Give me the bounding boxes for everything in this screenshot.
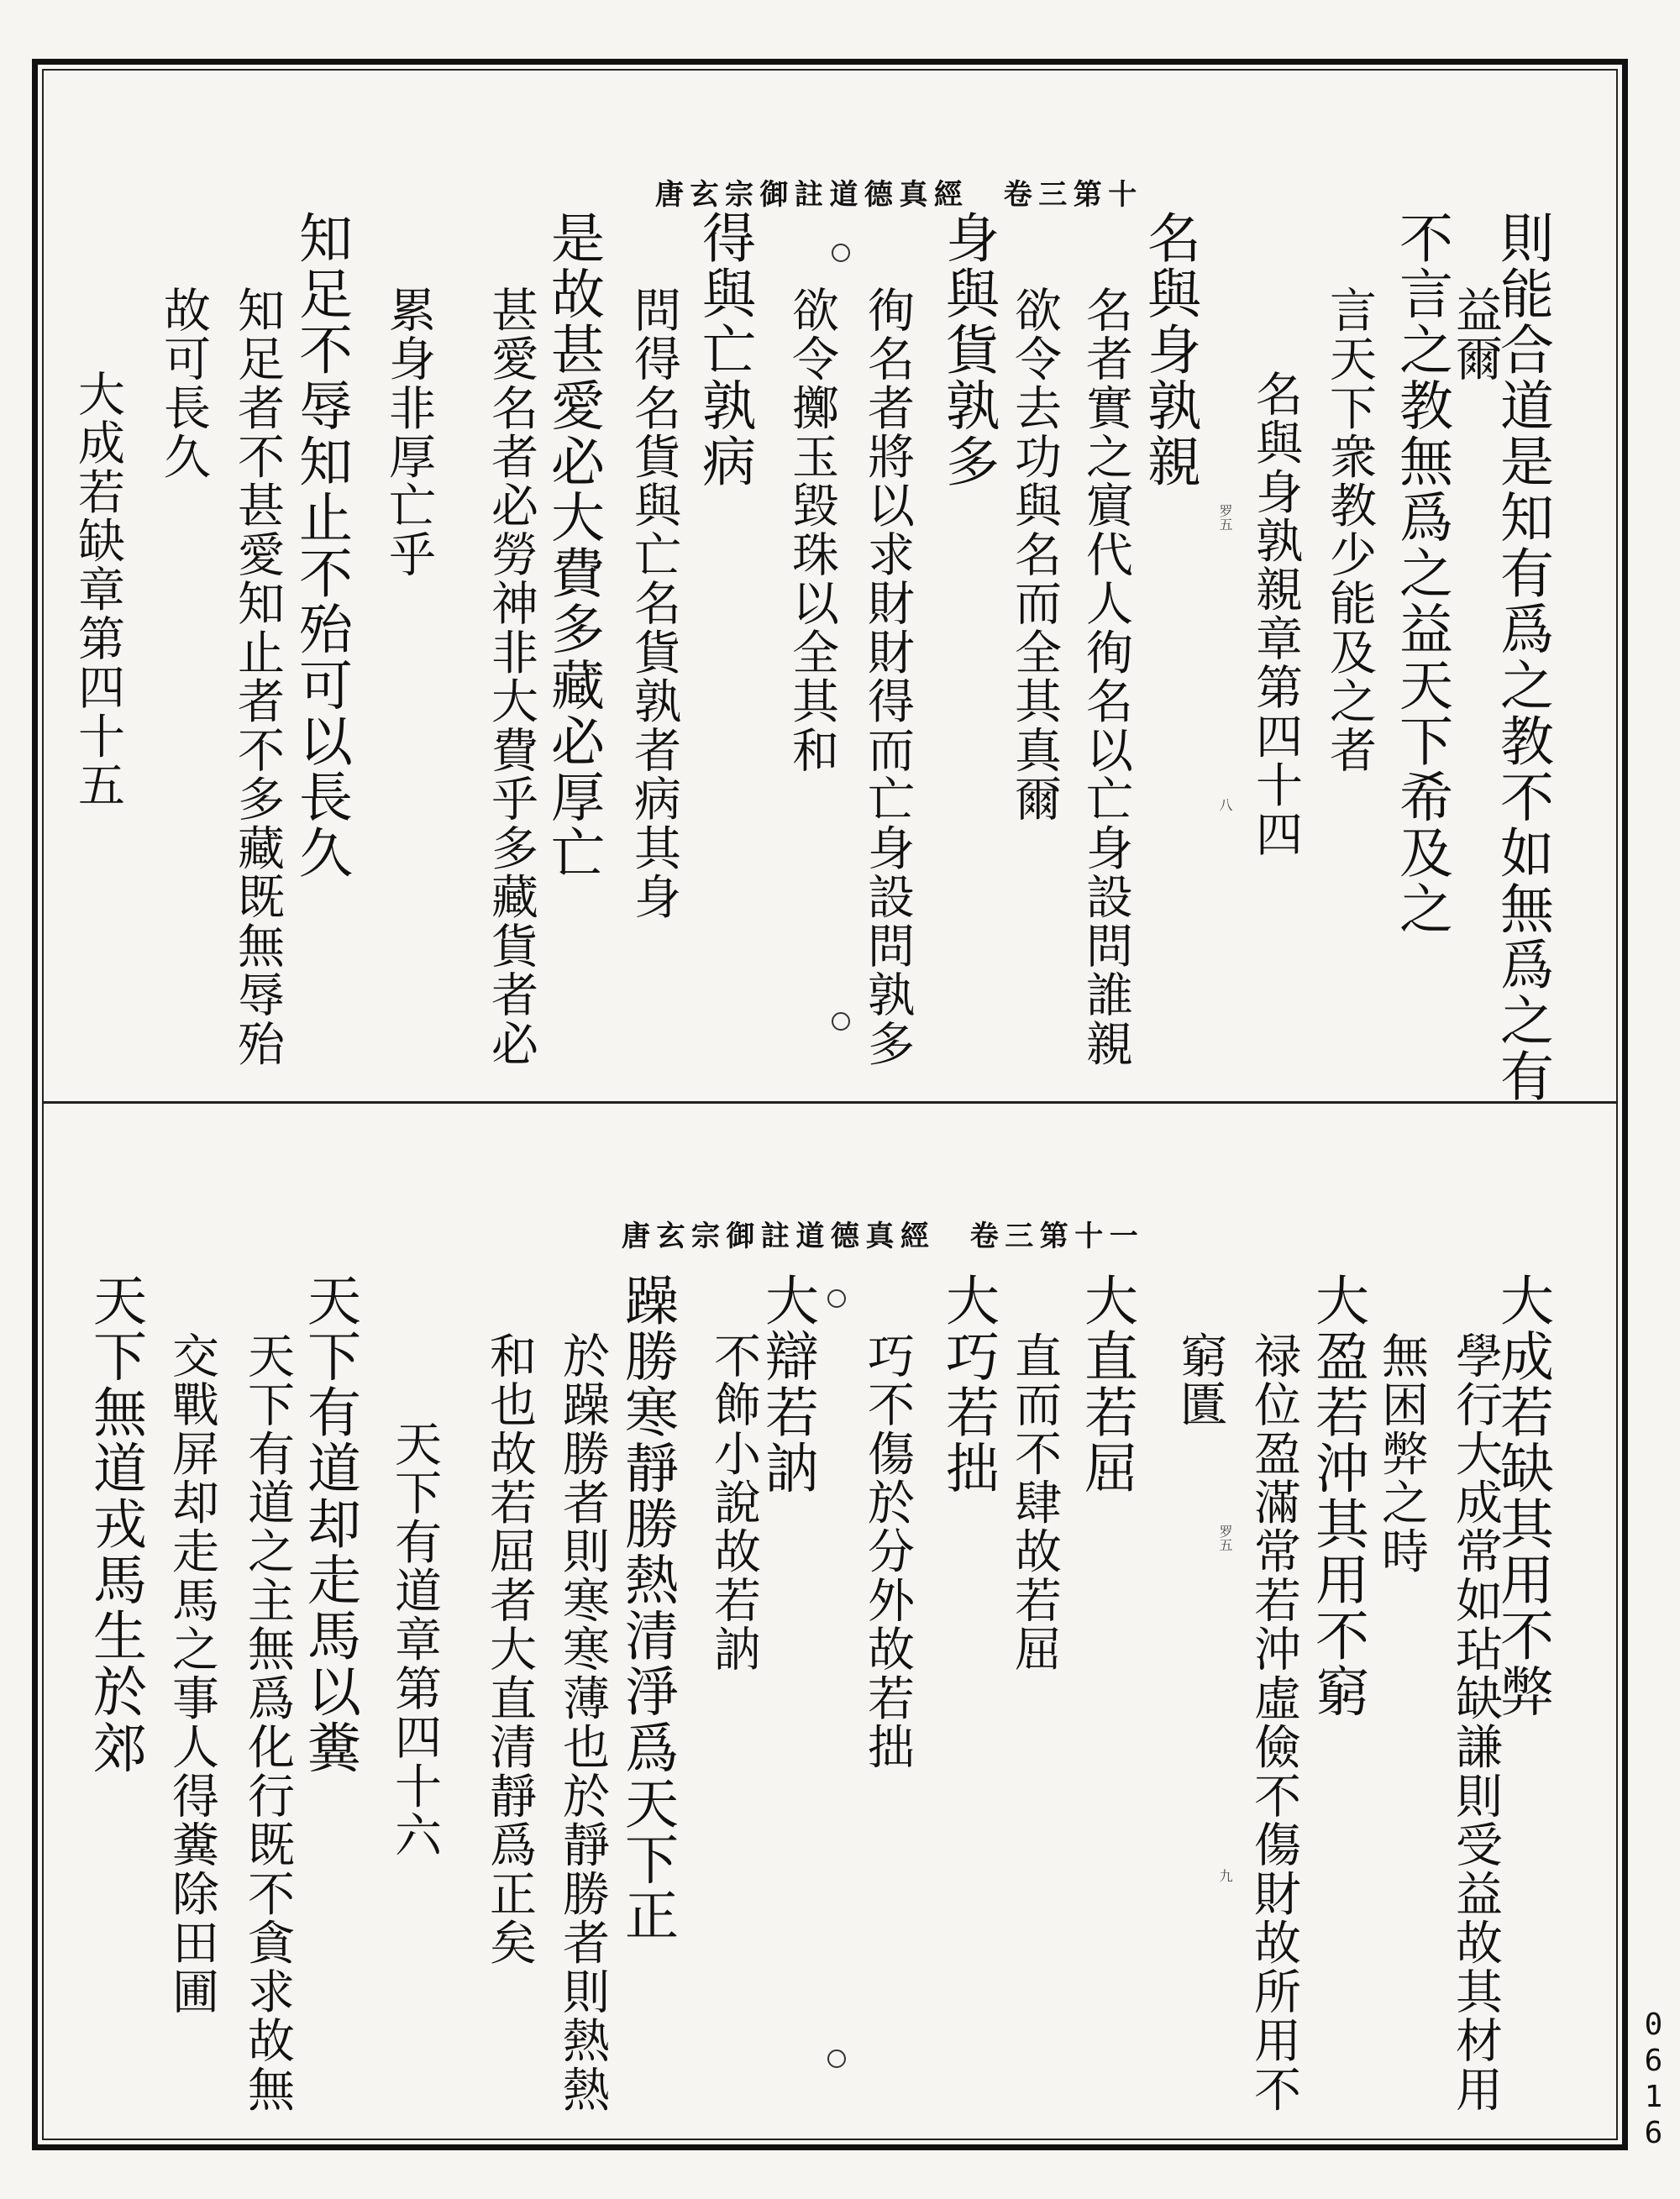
bottom-circle-mark-1 bbox=[827, 1289, 846, 1308]
top-column-1: 則能合道是知有爲之教不如無爲之有 bbox=[1491, 210, 1553, 1105]
bottom-column-19: 交戰屏却走馬之事人得糞除田圃 bbox=[165, 1331, 219, 2017]
top-margin-note-2: 八 bbox=[1217, 798, 1233, 811]
bottom-margin-note-1: 罗五 bbox=[1217, 1525, 1233, 1551]
bottom-column-9: 大巧若拙 bbox=[937, 1273, 999, 1497]
bottom-column-17: 天下有道却走馬以糞 bbox=[298, 1273, 360, 1777]
top-column-3: 不言之教無爲之益天下希及之 bbox=[1390, 210, 1452, 937]
top-circle-mark-2 bbox=[832, 1012, 850, 1031]
bottom-column-7: 大直若屈 bbox=[1075, 1273, 1137, 1497]
top-column-17: 知足不辱知止不殆可以長久 bbox=[290, 210, 352, 881]
top-column-7: 名者實之賔代人徇名以亡身設問誰親 bbox=[1079, 286, 1133, 1068]
top-column-15: 甚愛名者必勞神非大費乎多藏貨者必 bbox=[484, 286, 538, 1068]
top-column-11: 欲令擲玉毀珠以全其和 bbox=[785, 286, 839, 775]
bottom-column-18: 天下有道之主無爲化行既不貪求故無 bbox=[240, 1331, 295, 2114]
top-column-9: 身與貨孰多 bbox=[937, 210, 999, 490]
bottom-column-20: 天下無道戎馬生於郊 bbox=[84, 1273, 146, 1777]
bottom-column-5: 禄位盈滿常若沖虛儉不傷財故所用不 bbox=[1247, 1331, 1301, 2114]
bottom-column-13: 躁勝寒靜勝熱清淨爲天下正 bbox=[616, 1273, 678, 1944]
bottom-column-12: 不飾小說故若訥 bbox=[706, 1331, 761, 1674]
bottom-circle-mark-2 bbox=[827, 2049, 846, 2068]
top-column-14: 是故甚愛必大費多藏必厚亡 bbox=[542, 210, 604, 881]
half-page-divider bbox=[42, 1101, 1618, 1104]
bottom-column-10: 巧不傷於分外故若拙 bbox=[860, 1331, 915, 1772]
top-column-5-chapter-heading: 名與身孰親章第四十四 bbox=[1248, 370, 1303, 859]
top-column-12: 得與亡孰病 bbox=[693, 210, 755, 490]
top-column-8: 欲令去功與名而全其真爾 bbox=[1007, 286, 1062, 824]
bottom-column-6: 窮匱 bbox=[1173, 1331, 1227, 1430]
top-column-4: 言天下衆教少能及之者 bbox=[1322, 286, 1377, 775]
bottom-column-2: 學行大成常如玷缺謙則受益故其材用 bbox=[1448, 1331, 1503, 2114]
top-column-20-chapter-heading: 大成若缺章第四十五 bbox=[71, 370, 125, 811]
top-column-10: 徇名者將以求財財得而亡身設問孰多 bbox=[860, 286, 915, 1068]
bottom-column-4: 大盈若沖其用不窮 bbox=[1306, 1273, 1368, 1720]
top-column-19: 故可長久 bbox=[156, 286, 211, 481]
bottom-margin-note-2: 九 bbox=[1217, 1869, 1233, 1882]
bottom-column-1: 大成若缺其用不弊 bbox=[1491, 1273, 1553, 1720]
top-circle-mark-1 bbox=[832, 244, 850, 262]
top-column-13: 問得名貨與亡名貨孰者病其身 bbox=[627, 286, 681, 922]
bottom-page-header: 唐玄宗御註道德真經 卷三第十一 bbox=[622, 1220, 1145, 1253]
bottom-column-3: 無困弊之時 bbox=[1374, 1331, 1429, 1577]
top-margin-note-1: 罗五 bbox=[1217, 504, 1233, 531]
bottom-column-11: 大辯若訥 bbox=[756, 1273, 818, 1497]
bottom-column-15: 和也故若屈者大直清靜爲正矣 bbox=[482, 1331, 537, 1968]
bottom-column-16-chapter-heading: 天下有道章第四十六 bbox=[387, 1420, 442, 1860]
page-number: 0616 bbox=[1636, 2007, 1671, 2152]
bottom-column-8: 直而不肆故若屈 bbox=[1007, 1331, 1062, 1674]
top-column-2: 益爾 bbox=[1448, 286, 1503, 384]
top-column-16: 累身非厚亡乎 bbox=[381, 286, 436, 580]
top-column-18: 知足者不甚愛知止者不多藏既無辱殆 bbox=[230, 286, 285, 1068]
top-column-6: 名與身孰親 bbox=[1138, 210, 1200, 490]
top-page-header: 唐玄宗御註道德真經 卷三第十 bbox=[655, 178, 1143, 212]
bottom-column-14: 於躁勝者則寒寒薄也於靜勝者則熱熱 bbox=[555, 1331, 610, 2114]
